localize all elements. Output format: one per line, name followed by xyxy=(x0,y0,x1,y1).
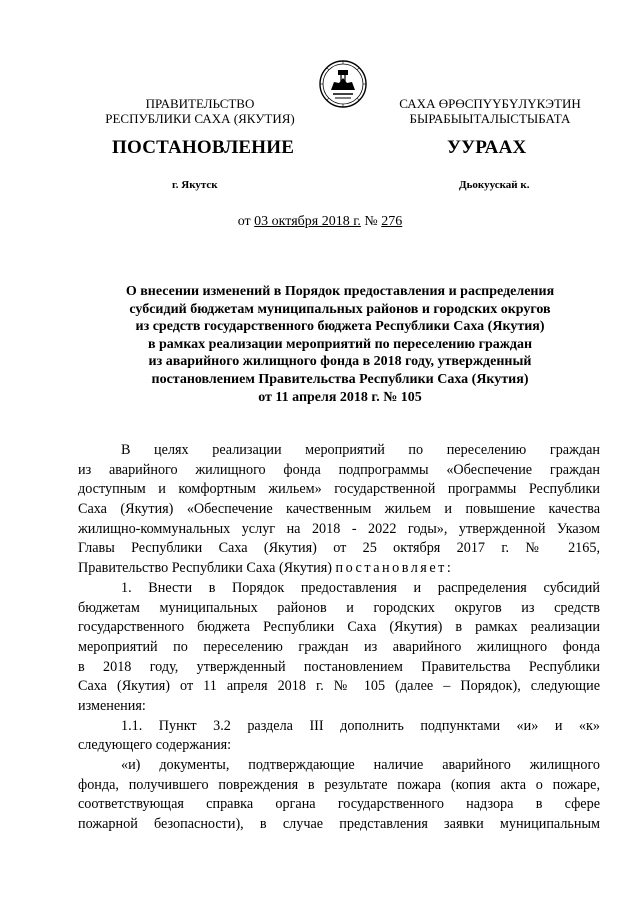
decree-body xyxy=(78,441,600,835)
title-line: О внесении изменений в Порядок предоставления и распределения xyxy=(125,284,555,299)
date-prefix: от xyxy=(237,214,251,229)
decree-title xyxy=(80,283,600,406)
title-line: в рамках реализации мероприятий по переселению граждан xyxy=(147,336,533,352)
decree-date-line xyxy=(0,214,640,230)
title-line: из средств государственного бюджета Республики Саха (Якутия) xyxy=(135,319,545,335)
doc-type-yakut: УУРААХ xyxy=(447,137,527,158)
body-line: жилищно-коммунальных услуг на 2018 - 2022 годы», утвержденной Указом xyxy=(78,520,600,537)
government-name-yakut xyxy=(392,96,588,126)
body-line: Саха (Якутия) «Обеспечение качественным жильем и повышение качества xyxy=(78,501,600,518)
body-line: мероприятий по переселению граждан из аварийного жилищного фонда xyxy=(78,638,600,655)
body-line: бюджетам муниципальных районов и городских округов из средств xyxy=(78,599,600,616)
body-line: государственного бюджета Республики Саха (Якутия) в рамках реализации xyxy=(78,619,600,636)
body-line: 1. Внести в Порядок предоставления и распределения субсидий xyxy=(121,579,600,596)
body-line: 1.1. Пункт 3.2 раздела III дополнить подпунктами «и» и «к» xyxy=(121,717,600,734)
title-line: из аварийного жилищного фонда в 2018 году, утвержденный xyxy=(148,354,532,370)
body-line: «и) документы, подтверждающие наличие аварийного жилищного xyxy=(121,757,600,773)
body-line: в 2018 году, утвержденный постановлением Правительства Республики xyxy=(78,658,600,675)
title-line: постановлением Правительства Республики Саха (Якутия) xyxy=(151,371,529,387)
body-line: Саха (Якутия) от 11 апреля 2018 г. № 105 (далее – Порядок), следующие xyxy=(78,678,600,695)
government-name-yakut-line2: БЫРАБЫЫТАЛЫСТЫБАТА xyxy=(409,111,571,126)
body-line: фонда, получившего повреждения в результате пожара (копия акта о пожаре, xyxy=(78,776,600,793)
government-subject: Правительство Республики Саха (Якутия) xyxy=(78,560,332,577)
resolves-word: постановляет: xyxy=(335,560,454,577)
decree-number: 276 xyxy=(381,214,403,229)
government-name-line1: ПРАВИТЕЛЬСТВО xyxy=(145,96,255,111)
body-line: изменения: xyxy=(78,697,146,714)
body-line: соответствующая справка органа государственного надзора в сфере xyxy=(78,796,600,813)
city-yakut: Дьокуускай к. xyxy=(459,179,530,191)
body-line: Главы Республики Саха (Якутия) от 25 октября 2017 г. № 2165, xyxy=(78,540,600,557)
title-line: субсидий бюджетам муниципальных районов и городских округов xyxy=(129,301,551,317)
government-name-yakut-line1: САХА ӨРӨСПҮҮБҮЛҮКЭТИН xyxy=(399,96,581,111)
decree-date: 03 октября 2018 г. xyxy=(254,214,361,229)
coat-of-arms-emblem xyxy=(319,60,367,108)
body-line-resolves xyxy=(78,559,600,579)
government-name xyxy=(102,96,298,126)
body-line: В целях реализации мероприятий по переселению граждан xyxy=(121,442,600,458)
doc-type-russian: ПОСТАНОВЛЕНИЕ xyxy=(112,137,295,158)
number-sign: № xyxy=(364,214,378,229)
body-line: доступным и комфортным жильем» государственной программы Республики xyxy=(78,481,600,498)
government-name-line2: РЕСПУБЛИКИ САХА (ЯКУТИЯ) xyxy=(105,111,295,126)
title-line: от 11 апреля 2018 г. № 105 xyxy=(258,389,422,405)
city-russian: г. Якутск xyxy=(172,179,218,191)
body-line: пожарной безопасности), в случае представления заявки муниципальным xyxy=(78,816,600,833)
body-line: из аварийного жилищного фонда подпрограммы «Обеспечение граждан xyxy=(78,461,600,478)
body-line: следующего содержания: xyxy=(78,737,232,754)
